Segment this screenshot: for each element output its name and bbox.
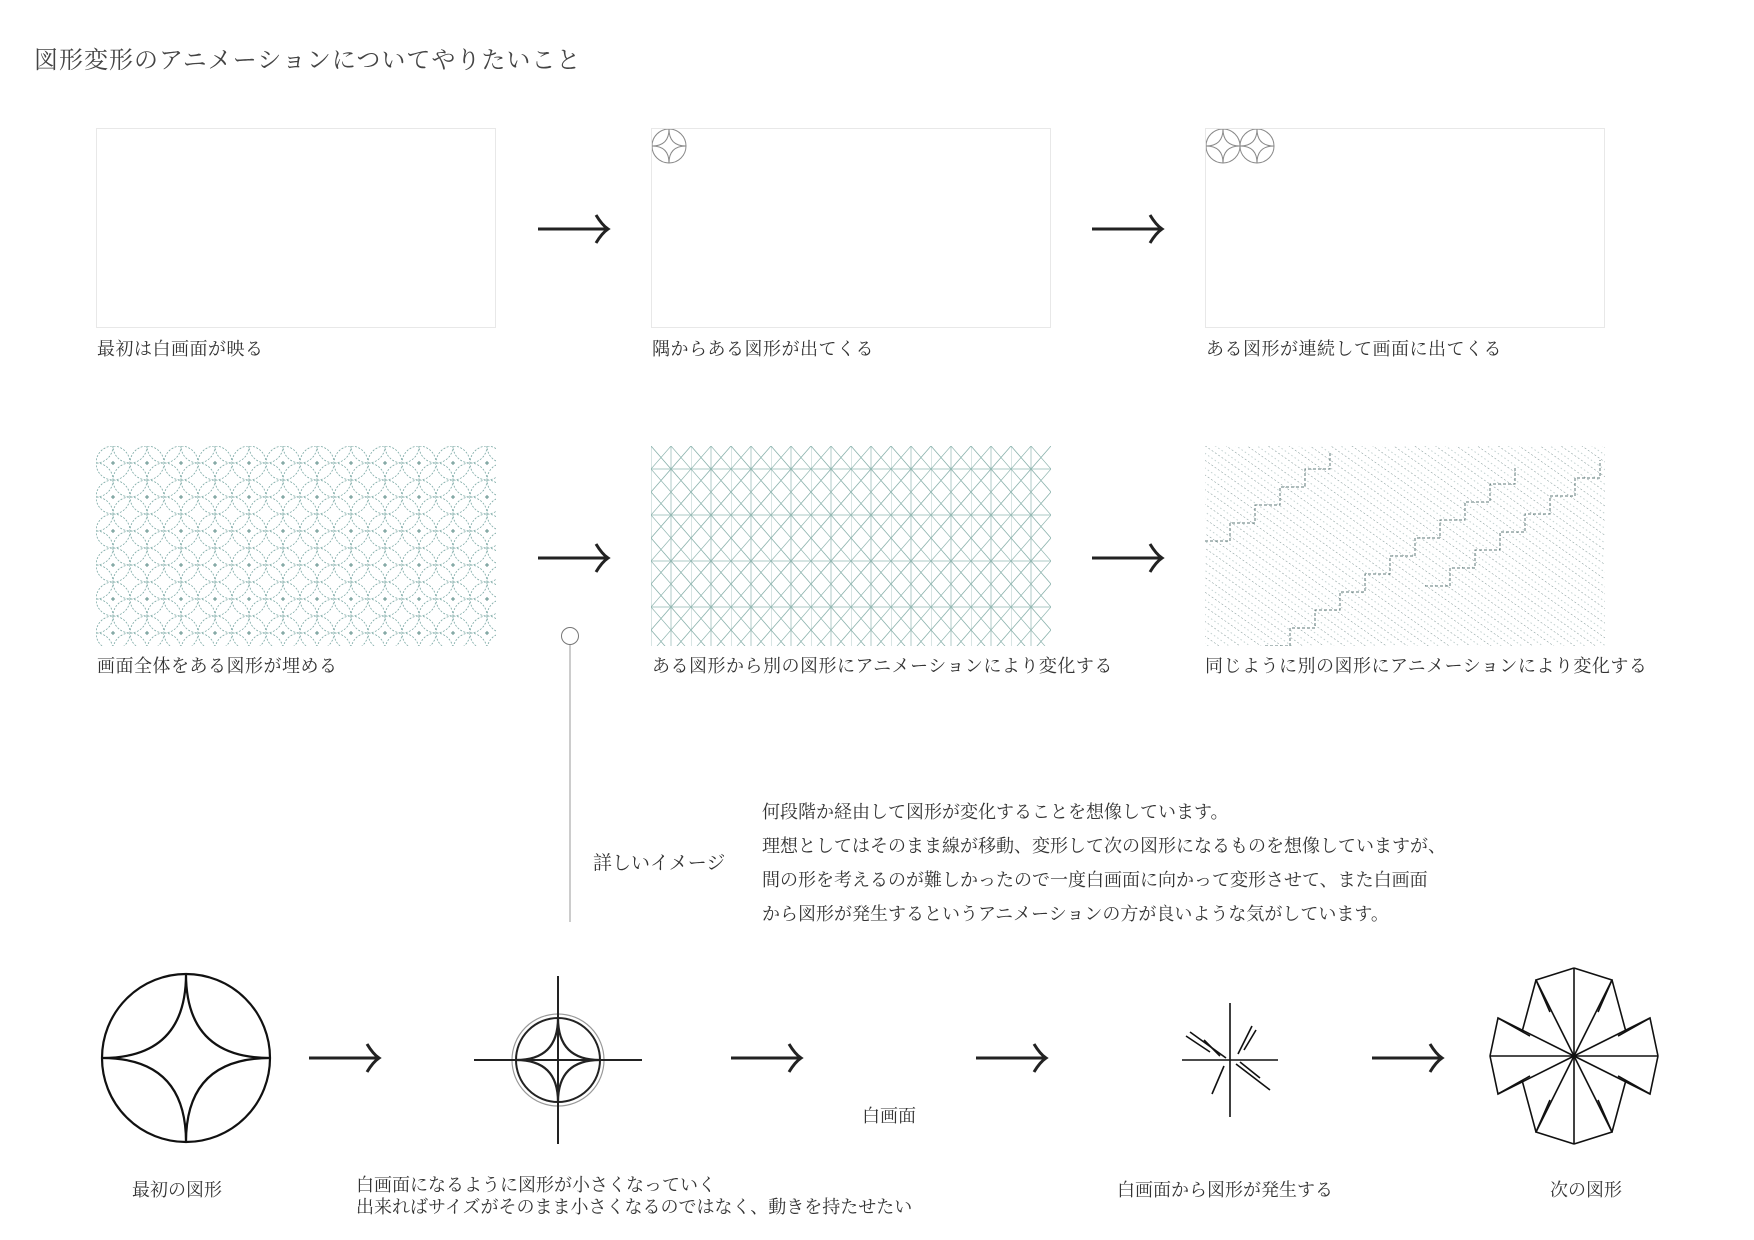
- arrow-right-icon: [307, 1038, 383, 1078]
- panel-asanoha-pattern: [651, 446, 1051, 646]
- corner-shape-icon: [652, 129, 1051, 328]
- emerging-shape-icon: [1160, 995, 1300, 1125]
- panel-shippo-pattern: [96, 446, 496, 646]
- repeated-shapes-icon: [1206, 129, 1605, 328]
- caption-white-screen-step: 白画面: [862, 1106, 916, 1127]
- caption-shrink: [356, 1175, 912, 1219]
- caption-emerge: 白画面から図形が発生する: [1117, 1180, 1333, 1201]
- asanoha-pattern: [651, 446, 1051, 646]
- caption-shrink-line2: 出来ればサイズがそのまま小さくなるのではなく、動きを持たせたい: [356, 1197, 913, 1218]
- caption-fill-screen: 画面全体をある図形が埋める: [97, 656, 338, 677]
- arrow-right-icon: [536, 538, 612, 578]
- arrow-right-icon: [1370, 1038, 1446, 1078]
- caption-transform: ある図形から別の図形にアニメーションにより変化する: [652, 656, 1113, 677]
- detail-line: から図形が発生するというアニメーションの方が良いような気がしています。: [762, 904, 1389, 925]
- panel-corner-shape: [651, 128, 1051, 328]
- detail-line: 理想としてはそのまま線が移動、変形して次の図形になるものを想像していますが、: [762, 836, 1446, 857]
- caption-first-shape: 最初の図形: [132, 1180, 222, 1201]
- asanoha-shape-icon: [1486, 964, 1662, 1148]
- caption-next-shape: 次の図形: [1550, 1180, 1622, 1201]
- caption-repeated-shapes: ある図形が連続して画面に出てくる: [1206, 339, 1502, 360]
- shippo-pattern: [96, 446, 496, 646]
- detail-connector: [560, 626, 580, 926]
- caption-corner-shape: 隅からある図形が出てくる: [652, 339, 874, 360]
- detail-description: [762, 796, 1446, 932]
- caption-transform-again: 同じように別の図形にアニメーションにより変化する: [1205, 656, 1648, 677]
- panel-repeated-shapes: [1205, 128, 1605, 328]
- shrinking-shape-icon: [470, 972, 646, 1148]
- shippo-shape-icon: [98, 970, 274, 1146]
- arrow-right-icon: [974, 1038, 1050, 1078]
- detail-line: 何段階か経由して図形が変化することを想像しています。: [762, 802, 1229, 823]
- detail-line: 間の形を考えるのが難しかったので一度白画面に向かって変形させて、また白画面: [762, 870, 1428, 891]
- panel-stripe-pattern: [1205, 446, 1605, 646]
- stripe-pattern: [1205, 446, 1605, 646]
- caption-shrink-line1: 白画面になるように図形が小さくなっていく: [356, 1175, 716, 1196]
- panel-white-screen: [96, 128, 496, 328]
- caption-white-screen: 最初は白画面が映る: [97, 339, 264, 360]
- arrow-right-icon: [1090, 538, 1166, 578]
- arrow-right-icon: [729, 1038, 805, 1078]
- arrow-right-icon: [536, 209, 612, 249]
- page-title: 図形変形のアニメーションについてやりたいこと: [34, 46, 582, 74]
- detail-label: 詳しいイメージ: [593, 852, 726, 874]
- arrow-right-icon: [1090, 209, 1166, 249]
